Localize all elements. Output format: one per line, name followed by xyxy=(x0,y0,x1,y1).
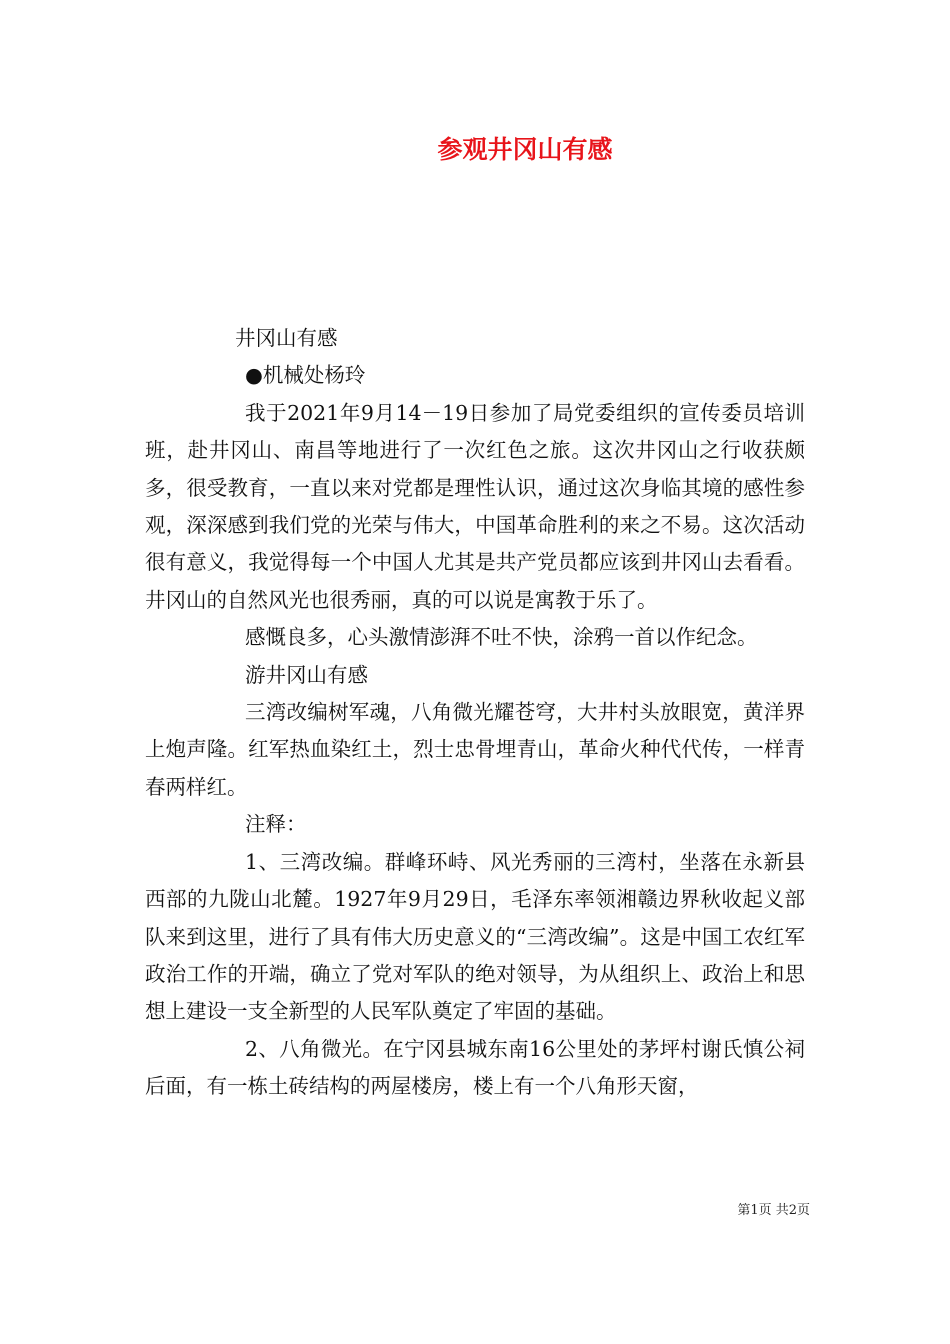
poem-title: 游井冈山有感 xyxy=(245,662,368,687)
document-title: 参观井冈山有感 xyxy=(437,135,613,164)
page-number: 第1页 共2页 xyxy=(737,1203,810,1218)
author-line: ●机械处杨玲 xyxy=(245,363,366,388)
poem-text: 三湾改编树军魂，八角微光耀苍穹，大井村头放眼宽，黄洋界上炮声隆。红军热血染红土，烈士忠骨埋青山，革命火种代代传，一样青春两样红。 xyxy=(145,700,805,799)
subheading: 井冈山有感 xyxy=(235,326,338,350)
document-body xyxy=(145,320,805,1106)
paragraph-intro: 我于2021年9月14－19日参加了局党委组织的宣传委员培训班，赴井冈山、南昌等地进行了一次红色之旅。这次井冈山之行收获颇多，很受教育，一直以来对党都是理性认识，通过这次身临其境的感性参观，深深感到我们党的光荣与伟大，中国革命胜利的来之不易。这次活动很有意义，我觉得每一个中国人尤其是共产党员都应该到井冈山去看看。井冈山的自然风光也很秀丽，真的可以说是寓教于乐了。 xyxy=(145,400,805,612)
paragraph-feelings: 感慨良多，心头激情澎湃不吐不快，涂鸦一首以作纪念。 xyxy=(245,625,758,650)
note-2: 2、八角微光。在宁冈县城东南16公里处的茅坪村谢氏慎公祠后面，有一栋土砖结构的两屋楼房，楼上有一个八角形天窗， xyxy=(145,1036,805,1099)
note-1: 1、三湾改编。群峰环峙、风光秀丽的三湾村，坐落在永新县西部的九陇山北麓。1927年9月29日，毛泽东率领湘赣边界秋收起义部队来到这里，进行了具有伟大历史意义的“三湾改编”。这是中国工农红军政治工作的开端，确立了党对军队的绝对领导，为从组织上、政治上和思想上建设一支全新型的人民军队奠定了牢固的基础。 xyxy=(145,849,805,1024)
notes-label: 注释： xyxy=(245,812,307,837)
